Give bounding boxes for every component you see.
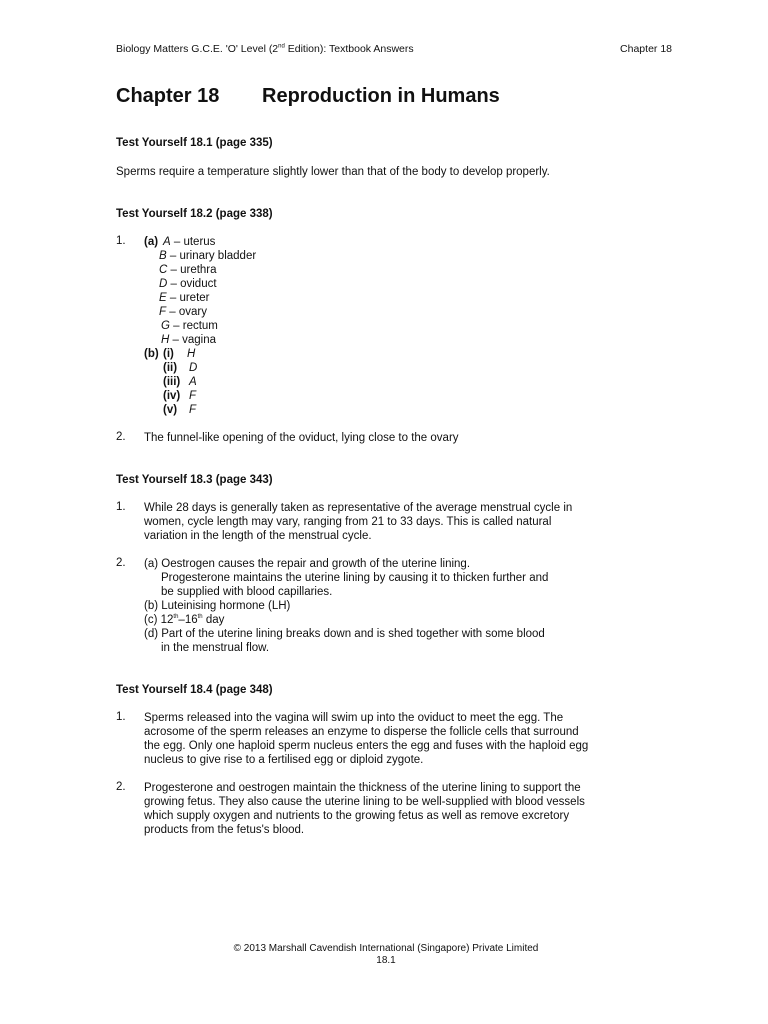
answer-line: Progesterone maintains the uterine lining by causing it to thicken further and <box>161 572 549 584</box>
page-footer <box>0 943 768 967</box>
answer-line: acrosome of the sperm releases an enzyme to disperse the follicle cells that surround <box>144 726 579 738</box>
answer-text: Sperms require a temperature slightly lower than that of the body to develop properly. <box>116 166 550 178</box>
answer-line: Sperms released into the vagina will swim up into the oviduct to meet the egg. The <box>144 712 564 724</box>
label-item: F – ovary <box>159 306 207 318</box>
running-header-right: Chapter 18 <box>620 43 672 55</box>
roman-answer: A <box>189 376 197 388</box>
answer-line: the egg. Only one haploid sperm nucleus enters the egg and fuses with the haploid egg <box>144 740 589 752</box>
label-item: C – urethra <box>159 264 217 276</box>
roman-label: (iv) <box>163 390 181 402</box>
answer-line: products from the fetus's blood. <box>144 824 305 836</box>
answer-line: in the menstrual flow. <box>161 642 270 654</box>
label-item: B – urinary bladder <box>159 250 257 262</box>
section-heading-18-3: Test Yourself 18.3 (page 343) <box>116 474 273 486</box>
roman-label: (v) <box>163 404 178 416</box>
chapter-label: Chapter 18 <box>116 85 220 107</box>
question-number: 2. <box>116 557 126 569</box>
answer-line: variation in the length of the menstrual cycle. <box>144 530 372 542</box>
answer-line: women, cycle length may vary, ranging from 21 to 33 days. This is called natural <box>144 516 552 528</box>
chapter-title: Reproduction in Humans <box>262 85 500 107</box>
label-item: A – uterus <box>163 236 216 248</box>
answer-text: The funnel-like opening of the oviduct, lying close to the ovary <box>144 432 459 444</box>
answer-line: growing fetus. They also cause the uterine lining to be well-supplied with blood vessels <box>144 796 585 808</box>
roman-label: (ii) <box>163 362 178 374</box>
page-number: 18.1 <box>376 955 396 966</box>
question-number: 1. <box>116 711 126 723</box>
section-heading-18-4: Test Yourself 18.4 (page 348) <box>116 684 273 696</box>
section-heading-18-2: Test Yourself 18.2 (page 338) <box>116 208 273 220</box>
label-item: D – oviduct <box>159 278 217 290</box>
answer-line: Progesterone and oestrogen maintain the thickness of the uterine lining to support the <box>144 782 581 794</box>
answer-line: be supplied with blood capillaries. <box>161 586 333 598</box>
header-superscript: nd <box>278 43 285 50</box>
answer-line: which supply oxygen and nutrients to the growing fetus as well as remove excretory <box>144 810 570 822</box>
question-number: 2. <box>116 431 126 443</box>
answer-line: (b) Luteinising hormone (LH) <box>144 600 291 612</box>
section-heading-18-1: Test Yourself 18.1 (page 335) <box>116 137 273 149</box>
header-text: Biology Matters G.C.E. 'O' Level (2 <box>116 43 279 55</box>
running-header-left <box>116 43 414 55</box>
roman-answer: D <box>189 362 198 374</box>
question-number: 2. <box>116 781 126 793</box>
answer-line: (c) 12th–16th day <box>144 614 225 626</box>
answer-line: (d) Part of the uterine lining breaks down and is shed together with some blood <box>144 628 545 640</box>
roman-label: (iii) <box>163 376 181 388</box>
answer-line: nucleus to give rise to a fertilised egg or diploid zygote. <box>144 754 424 766</box>
question-number: 1. <box>116 235 126 247</box>
label-item: H – vagina <box>161 334 216 346</box>
part-label-a: (a) <box>144 236 159 248</box>
roman-answer: F <box>189 390 197 402</box>
label-item: G – rectum <box>161 320 218 332</box>
part-label-b: (b) <box>144 348 159 360</box>
answer-line: (a) Oestrogen causes the repair and growth of the uterine lining. <box>144 558 471 570</box>
roman-answer: F <box>189 404 197 416</box>
header-text-end: Edition): Textbook Answers <box>284 43 414 55</box>
copyright-notice: © 2013 Marshall Cavendish International (Singapore) Private Limited <box>233 943 539 954</box>
chapter-heading <box>116 85 500 108</box>
label-item: E – ureter <box>159 292 210 304</box>
question-number: 1. <box>116 501 126 513</box>
roman-answer: H <box>187 348 196 360</box>
roman-label: (i) <box>163 348 174 360</box>
answer-line: While 28 days is generally taken as representative of the average menstrual cycle in <box>144 502 573 514</box>
